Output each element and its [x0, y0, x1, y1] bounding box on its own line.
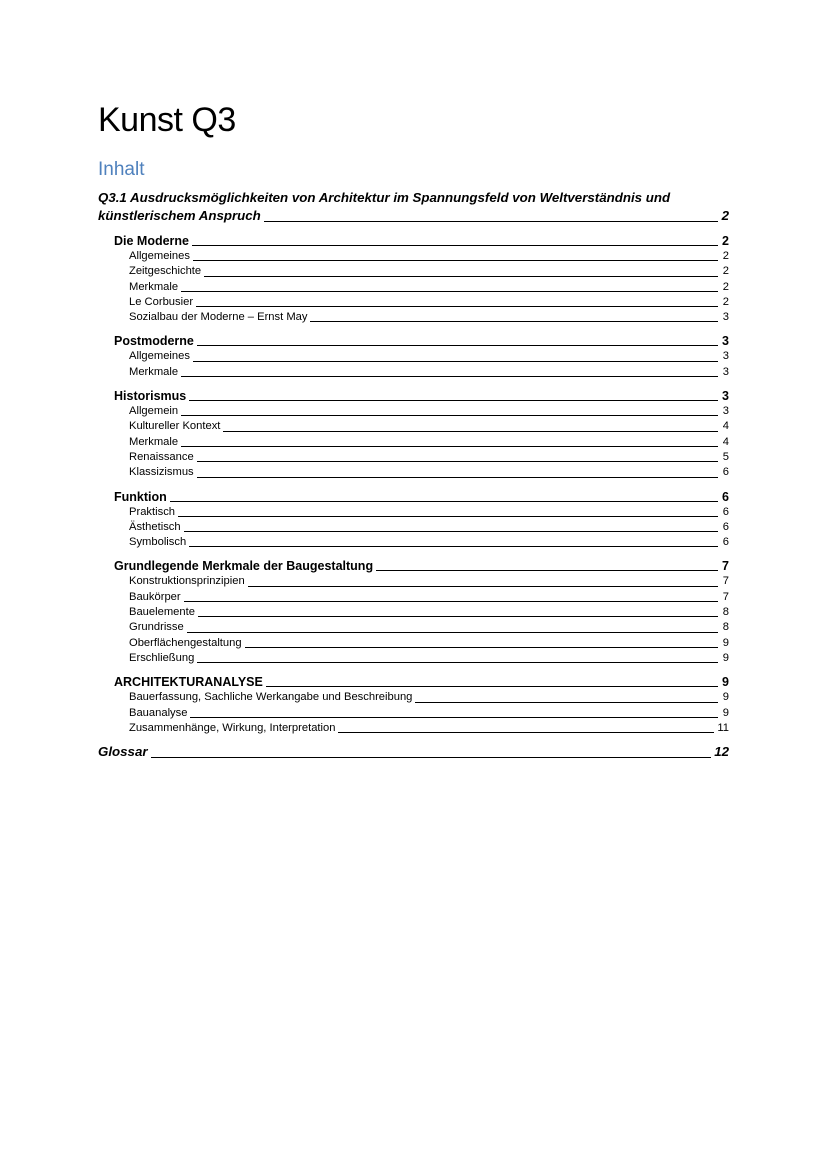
toc-leader: [184, 601, 718, 602]
toc-entry-label: Bauanalyse: [129, 706, 188, 719]
toc-leader: [181, 446, 718, 447]
toc-entry-label: Postmoderne: [114, 334, 194, 349]
toc-page-number: 3: [722, 389, 729, 404]
toc-leader: [197, 461, 718, 462]
toc-subsection-entry[interactable]: [98, 310, 729, 325]
toc-leader: [190, 717, 718, 718]
toc-entry-label: Merkmale: [129, 280, 179, 293]
toc-subsection-entry[interactable]: [98, 574, 729, 589]
toc-leader: [178, 516, 718, 517]
toc-subsection-entry[interactable]: [98, 465, 729, 480]
toc-leader: [264, 221, 718, 222]
toc-leader: [204, 276, 718, 277]
toc-page-number: 6: [722, 520, 729, 533]
toc-leader: [170, 501, 718, 502]
toc-entry-label: Symbolisch: [129, 536, 187, 549]
toc-leader: [266, 686, 718, 687]
document-title: Kunst Q3: [98, 101, 236, 139]
toc-entry-label: ARCHITEKTURANALYSE: [114, 675, 263, 690]
toc-leader: [189, 546, 718, 547]
toc-page-number: 3: [722, 311, 729, 324]
toc-leader: [181, 291, 718, 292]
table-of-contents: [98, 189, 729, 761]
toc-page-number: 3: [722, 334, 729, 349]
toc-entry-label: Praktisch: [129, 505, 176, 518]
toc-entry-label: Historismus: [114, 389, 187, 404]
toc-chapter-line2: künstlerischem Anspruch: [98, 208, 261, 223]
toc-entry-label: Bauerfassung, Sachliche Werkangabe und Beschreibung: [129, 691, 413, 704]
toc-entry-label: Merkmale: [129, 365, 179, 378]
toc-page-number: 12: [714, 744, 729, 760]
toc-heading: Inhalt: [98, 159, 145, 180]
toc-entry-label: Grundrisse: [129, 621, 184, 634]
toc-leader: [193, 361, 718, 362]
toc-entry-label: Klassizismus: [129, 466, 194, 479]
toc-subsection-entry[interactable]: [98, 651, 729, 666]
toc-leader: [192, 245, 718, 246]
toc-subsection-entry[interactable]: [98, 690, 729, 705]
toc-section: [98, 388, 729, 480]
toc-subsection-entry[interactable]: [98, 295, 729, 310]
toc-page-number: 2: [722, 234, 729, 248]
toc-leader: [196, 306, 718, 307]
toc-leader: [310, 321, 718, 322]
toc-leader: [187, 632, 718, 633]
toc-entry-label: Le Corbusier: [129, 295, 194, 308]
toc-subsection-entry[interactable]: [98, 620, 729, 635]
toc-page-number: 9: [722, 675, 729, 690]
toc-page-number: 7: [722, 559, 729, 574]
toc-subsection-entry[interactable]: [98, 450, 729, 465]
toc-leader: [415, 702, 718, 703]
toc-entry-label: Merkmale: [129, 435, 179, 448]
toc-leader: [245, 647, 718, 648]
toc-entry-label: Grundlegende Merkmale der Baugestaltung: [114, 559, 374, 574]
toc-section-entry[interactable]: [98, 558, 729, 574]
toc-leader: [248, 586, 718, 587]
toc-leader: [197, 662, 718, 663]
toc-entry-label: Oberflächengestaltung: [129, 636, 242, 649]
toc-entry-label: Allgemein: [129, 405, 179, 418]
toc-entry-label: Die Moderne: [114, 234, 190, 248]
toc-subsection-entry[interactable]: [98, 505, 729, 520]
toc-page-number: 6: [722, 489, 729, 504]
toc-subsection-entry[interactable]: [98, 605, 729, 620]
toc-entry-label: Renaissance: [129, 450, 194, 463]
toc-section-entry[interactable]: [98, 489, 729, 505]
toc-page-number: 6: [722, 505, 729, 518]
toc-subsection-entry[interactable]: [98, 636, 729, 651]
toc-page-number: 9: [722, 706, 729, 719]
toc-entry-label: Konstruktionsprinzipien: [129, 575, 245, 588]
toc-chapter-line1: Q3.1 Ausdrucksmöglichkeiten von Architektur im Spannungsfeld von Weltverständnis und: [98, 190, 671, 205]
toc-page-number: 2: [722, 295, 729, 308]
toc-subsection-entry[interactable]: [98, 404, 729, 419]
toc-leader: [197, 345, 718, 346]
toc-subsection-entry[interactable]: [98, 590, 729, 605]
toc-chapter-entry[interactable]: [98, 189, 729, 225]
toc-entry-label: Glossar: [98, 744, 148, 760]
toc-page-number: 6: [722, 466, 729, 479]
toc-entry-label: Zusammenhänge, Wirkung, Interpretation: [129, 721, 336, 734]
toc-page-number: 2: [722, 280, 729, 293]
toc-page-number: 3: [722, 405, 729, 418]
toc-section: [98, 489, 729, 551]
toc-subsection-entry[interactable]: [98, 435, 729, 450]
toc-page-number: 7: [722, 590, 729, 603]
toc-section-entry[interactable]: [98, 388, 729, 404]
toc-subsection-entry[interactable]: [98, 249, 729, 264]
toc-entry-label: Funktion: [114, 489, 167, 504]
toc-entry-glossar[interactable]: [98, 743, 729, 761]
toc-entry-label: Bauelemente: [129, 606, 195, 619]
toc-subsection-entry[interactable]: [98, 721, 729, 736]
toc-subsection-entry[interactable]: [98, 419, 729, 434]
toc-leader: [184, 531, 718, 532]
toc-subsection-entry[interactable]: [98, 264, 729, 279]
toc-leader: [189, 400, 718, 401]
toc-page-number: 3: [722, 365, 729, 378]
toc-page-number: 8: [722, 621, 729, 634]
toc-subsection-entry[interactable]: [98, 520, 729, 535]
toc-entry-label: Kultureller Kontext: [129, 420, 221, 433]
toc-section-entry[interactable]: [98, 674, 729, 690]
toc-leader: [193, 260, 718, 261]
toc-leader: [197, 477, 718, 478]
toc-leader: [181, 376, 718, 377]
toc-section: [98, 674, 729, 736]
toc-leader: [198, 616, 718, 617]
toc-subsection-entry[interactable]: [98, 365, 729, 380]
toc-leader: [338, 732, 714, 733]
toc-page-number: 4: [722, 420, 729, 433]
toc-section-entry[interactable]: [98, 333, 729, 349]
toc-page-number: 2: [721, 208, 729, 223]
toc-page-number: 9: [722, 651, 729, 664]
toc-entry-label: Allgemeines: [129, 250, 190, 262]
toc-page-number: 9: [722, 691, 729, 704]
toc-sections: [98, 233, 729, 736]
toc-leader: [376, 570, 718, 571]
toc-page-number: 9: [722, 636, 729, 649]
toc-subsection-entry[interactable]: [98, 280, 729, 295]
toc-leader: [181, 415, 718, 416]
toc-page-number: 6: [722, 536, 729, 549]
toc-page-number: 7: [722, 575, 729, 588]
toc-entry-label: Sozialbau der Moderne – Ernst May: [129, 311, 308, 324]
toc-page-number: 2: [722, 250, 729, 262]
toc-page-number: 4: [722, 435, 729, 448]
toc-entry-label: Baukörper: [129, 590, 181, 603]
toc-entry-label: Ästhetisch: [129, 520, 181, 533]
toc-page-number: 2: [722, 265, 729, 278]
toc-section: [98, 233, 729, 325]
toc-section: [98, 558, 729, 666]
toc-leader: [151, 757, 712, 758]
toc-entry-label: Allgemeines: [129, 350, 190, 363]
toc-subsection-entry[interactable]: [98, 706, 729, 721]
toc-leader: [223, 431, 718, 432]
toc-subsection-entry[interactable]: [98, 535, 729, 550]
toc-subsection-entry[interactable]: [98, 349, 729, 364]
toc-entry-label: Zeitgeschichte: [129, 265, 202, 278]
toc-section-entry[interactable]: [98, 233, 729, 249]
toc-page-number: 5: [722, 450, 729, 463]
toc-page-number: 11: [717, 721, 729, 734]
toc-entry-label: Erschließung: [129, 651, 195, 664]
toc-page-number: 3: [722, 350, 729, 363]
toc-section: [98, 333, 729, 380]
toc-page-number: 8: [722, 606, 729, 619]
